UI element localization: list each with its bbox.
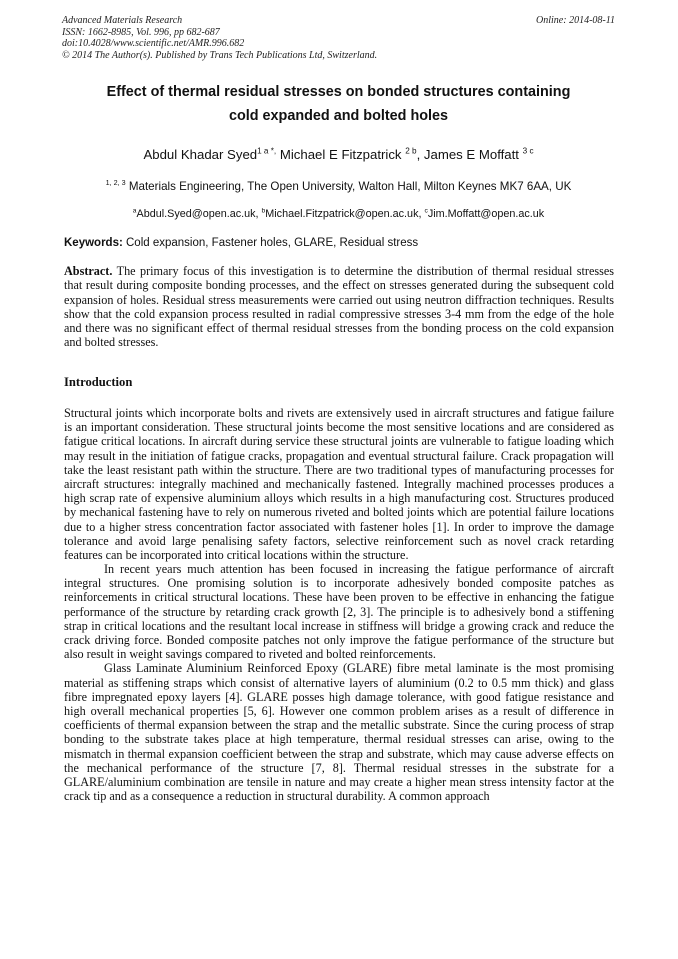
email-sup: c	[424, 207, 428, 215]
paper-title	[62, 80, 615, 128]
email-sup: b	[261, 207, 266, 215]
issn-line: ISSN: 1662-8985, Vol. 996, pp 682-687	[62, 26, 220, 38]
journal-header	[62, 15, 615, 61]
email-link[interactable]: Abdul.Syed@open.ac.uk	[136, 208, 256, 220]
affiliation	[62, 180, 615, 194]
keywords-label: Keywords:	[64, 237, 123, 249]
author-list: Abdul Khadar Syed$^{1 a *,}$ Michael E Fitzpatrick $^{2 b}$, James E Moffatt $^{3 c}$	[143, 146, 534, 162]
email-link[interactable]: Jim.Moffatt@open.ac.uk	[427, 208, 545, 220]
title-line: cold expanded and bolted holes	[228, 108, 449, 124]
author-name: James E Moffatt	[423, 147, 519, 162]
journal-name: Advanced Materials Research	[62, 15, 183, 26]
title-line: Effect of thermal residual stresses on bonded structures containing	[106, 84, 571, 100]
author-sup: 1 a *,	[257, 146, 277, 156]
body-text	[64, 406, 614, 803]
affiliation-sup: 1, 2, 3	[105, 178, 126, 188]
paragraph: In recent years much attention has been focused in increasing the fatigue performance of aircraft integral structures. One promising solution is to incorporate adhesively bonded composite patches as reinforcements in critical structural locations. These have been proven to be effective in enhancing the fatigue performance of the structure by retarding crack growth [2, 3]. The principle is to adhesively bond a stiffening strap in critical locations and the resultant local increase in stiffness will bridge a growing crack and reduce the crack driving force. Bonded composite patches not only improve the fatigue performance of the structure but also result in weight savings compared to riveted and bolted reinforcements.	[64, 562, 614, 662]
section-heading: Introduction	[64, 375, 133, 389]
paragraph: Glass Laminate Aluminium Reinforced Epoxy (GLARE) fibre metal laminate is the most promising material as stiffening straps which consist of alternative layers of aluminium (0.2 to 0.5 mm thick) and glass fibre impregnated epoxy layers [4]. GLARE posses high damage tolerance, with good fatigue resistance and high overall mechanical properties [5, 6]. However one common problem arises as a result of difference in coefficients of thermal expansion between the strap and the metallic substrate. Since the curing process of strap bonding to the substrate takes place at high temperature, thermal residual stresses can arise, owing to the mismatch in thermal expansion coefficient between the strap and substrate, which may cause adverse effects on the mechanical performance of the structure [7, 8]. Thermal residual stresses in the substrate for a GLARE/aluminium combination are tensile in nature and may create a higher mean stress intensity factor at the crack tip and as a consequence a reduction in structural durability. A common approach	[64, 661, 614, 804]
paragraph: Structural joints which incorporate bolts and rivets are extensively used in aircraft structures and fatigue failure is an important consideration. These structural joints become the most sensitive locations and are considered as fatigue critical locations. In aircraft during service these structural joints are vulnerable to fatigue loading which may result in the initiation of fatigue cracks, propagation and eventual structural failure. Crack propagation will take the least resistant path within the structure. There are two traditional types of manufacturing processes for aircraft structures: integrally machined and mechanically fastened. Integrally machined processes produces a high scrap rate of expensive aluminium alloys which results in a high manufacturing cost. Structures produced by mechanical fastening have to rely on numerous riveted and bolted joints which are potential failure locations due to a higher stress concentration factor associated with fastener holes [1]. In order to improve the damage tolerance and avoid large penalising safety factors, selective reinforcement such as novel crack retarding features can be incorporated into critical locations within the structure.	[64, 406, 614, 562]
affiliation-text: Materials Engineering, The Open University, Walton Hall, Milton Keynes MK7 6AA, UK	[128, 180, 572, 193]
email-sup: a	[132, 207, 137, 215]
email-list: $^a$Abdul.Syed@open.ac.uk, $^b$Michael.Fitzpatrick@open.ac.uk, $^c$Jim.Moffatt@open.ac.uk	[132, 207, 545, 220]
doi-line: doi:10.4028/www.scientific.net/AMR.996.682	[62, 38, 245, 49]
keywords	[64, 236, 617, 250]
keywords-text: Cold expansion, Fastener holes, GLARE, Residual stress	[126, 237, 419, 249]
email-link[interactable]: Michael.Fitzpatrick@open.ac.uk	[265, 208, 419, 220]
abstract-text: The primary focus of this investigation is to determine the distribution of thermal residual stresses that result during composite bonding processes, and the effect on stresses generated during the subsequent cold expansion of holes. Residual stress measurements were carried out using neutron diffraction techniques. Results show that the cold expansion process resulted in radial compressive stresses 3-4 mm from the edge of the hole and there was no significant effect of thermal residual stresses from the bonding process on the cold expansion and bolted stresses.	[64, 264, 614, 350]
online-date: Online: 2014-08-11	[536, 15, 615, 26]
author-name: Abdul Khadar Syed	[143, 147, 258, 162]
author-sup: 3 c	[522, 146, 534, 156]
author-name: Michael E Fitzpatrick	[279, 147, 402, 162]
copyright-line: © 2014 The Author(s). Published by Trans Tech Publications Ltd, Switzerland.	[62, 49, 378, 61]
abstract	[64, 264, 614, 350]
abstract-label: Abstract.	[64, 264, 113, 278]
author-sup: 2 b	[405, 146, 417, 156]
